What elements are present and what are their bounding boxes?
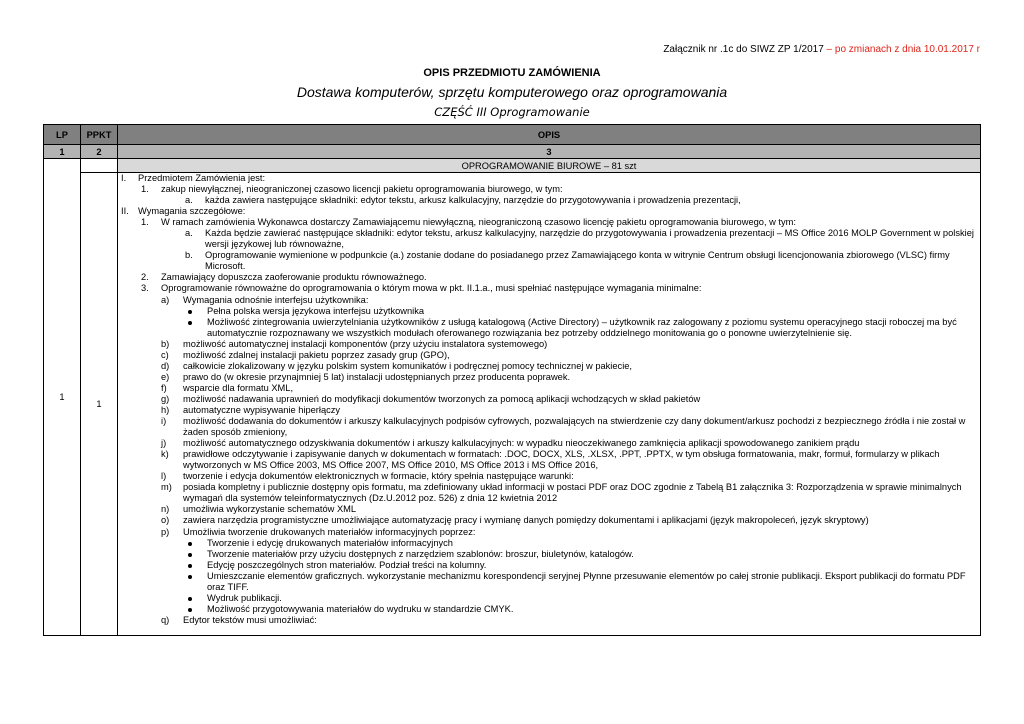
outline-item: [121, 416, 978, 438]
outline-item: [121, 184, 978, 195]
column-number-row: [44, 145, 981, 159]
bullet-icon: [188, 564, 192, 568]
column-header-lp: LP: [44, 125, 81, 145]
bullet-icon: [188, 608, 192, 612]
outline-item: [121, 173, 978, 184]
document-subtitle: Dostawa komputerów, sprzętu komputerowego oraz oprogramowania: [296, 84, 728, 100]
specification-table: [43, 124, 981, 636]
outline-text: Tworzenie i edycję drukowanych materiałów informacyjnych: [207, 537, 453, 548]
outline-marker: b): [161, 338, 170, 349]
column-number-3: 3: [118, 145, 981, 159]
outline-marker: 3.: [141, 283, 149, 294]
outline-item: [121, 272, 978, 283]
outline-text: możliwość automatycznego odzyskiwania dokumentów i arkuszy kalkulacyjnych: w wypadku nieoczekiwanego zamknięcia aplikacji spowodowanego zanikiem prądu: [183, 438, 860, 449]
outline-marker: 2.: [141, 272, 149, 283]
outline-item: [121, 615, 978, 626]
outline-text: całkowicie zlokalizowany w języku polskim system komunikatów i podręcznej pomocy technicznej w pakiecie,: [183, 360, 633, 371]
outline-marker: a.: [185, 228, 193, 239]
outline-item: [121, 217, 978, 228]
description-cell: [118, 173, 981, 636]
outline-text: prawidłowe odczytywanie i zapisywanie danych w dokumentach w formatach: .DOC, DOCX, XLS, .XLSX, .PPT, .PPTX, w tym obsługa formatowania, makr, formuł, formularzy w plikach wytworzonych w MS Office 2003, MS Office 2007, MS Office 2010, MS Office 2013 i MS Office 2016,: [183, 449, 940, 471]
outline-text: zawiera narzędzia programistyczne umożliwiające automatyzację pracy i wymianę danych pomiędzy dokumentami i aplikacjami (język makropoleceń, język skryptowy): [183, 515, 869, 526]
outline-text: Możliwość przygotowywania materiałów do wydruku w standardzie CMYK.: [207, 603, 514, 614]
outline-text: prawo do (w okresie przynajmniej 5 lat) instalacji udostępnianych przez producenta poprawek.: [183, 371, 571, 382]
outline-text: Umożliwia tworzenie drukowanych materiałów informacyjnych poprzez:: [183, 526, 476, 537]
outline-text: tworzenie i edycja dokumentów elektronicznych w formacie, który spełnia następujące warunki:: [183, 471, 574, 482]
outline-text: możliwość zdalnej instalacji pakietu poprzez zasady grup (GPO),: [183, 349, 450, 360]
outline-marker: j): [161, 438, 167, 449]
outline-item: [121, 482, 978, 504]
bullet-icon: [188, 575, 192, 579]
outline-item: [121, 549, 978, 560]
outline-text: Pełna polska wersja językowa interfejsu użytkownika: [207, 305, 425, 316]
outline-marker: a.: [185, 195, 193, 206]
outline-text: Wymagania odnośnie interfejsu użytkownika:: [183, 294, 369, 305]
outline-text: możliwość dodawania do dokumentów i arkuszy kalkulacyjnych podpisów cyfrowych, pozwalających na stwierdzenie czy dany dokument/arkusz pochodzi z bezpiecznego źródła i nie został w żaden sposób zmieniony,: [183, 416, 966, 438]
outline-text: Umieszczanie elementów graficznych. wykorzystanie mechanizmu korespondencji seryjnej Płynne przesuwanie elementów po całej stronie publikacji. Eksport publikacji do formatu PDF oraz TIFF.: [207, 570, 966, 592]
document-part: CZĘŚĆ III Oprogramowanie: [434, 105, 590, 119]
column-number-2: 2: [81, 145, 118, 159]
outline-item: [121, 350, 978, 361]
ppkt-cell: 1: [81, 173, 118, 636]
outline-item: [121, 515, 978, 526]
outline-item: [121, 339, 978, 350]
outline-text: każda zawiera następujące składniki: edytor tekstu, arkusz kalkulacyjny, narzędzie do przygotowywania i prowadzenia prezentacji,: [205, 195, 741, 206]
outline-item: [121, 206, 978, 217]
outline-text: Tworzenie materiałów przy użyciu dostępnych z narzędziem szablonów: broszur, biuletynów, katalogów.: [207, 548, 634, 559]
outline-marker: g): [161, 393, 170, 404]
outline-text: Oprogramowanie równoważne do oprogramowania o którym mowa w pkt. II.1.a., musi spełniać następujące wymagania minimalne:: [161, 283, 702, 294]
outline-item: [121, 228, 978, 250]
outline-text: Wydruk publikacji.: [207, 592, 282, 603]
outline-item: [121, 438, 978, 449]
outline-marker: d): [161, 360, 170, 371]
section-title: OPROGRAMOWANIE BIUROWE – 81 szt: [118, 159, 981, 173]
outline-item: [121, 361, 978, 372]
outline-marker: n): [161, 504, 170, 515]
outline-marker: II.: [121, 206, 129, 217]
outline-item: [121, 394, 978, 405]
ppkt-empty-cell: [81, 159, 118, 173]
outline-text: Edytor tekstów musi umożliwiać:: [183, 614, 317, 625]
outline-item: [121, 449, 978, 471]
section-row: [44, 159, 981, 173]
outline-text: zakup niewyłącznej, nieograniczonej czasowo licencji pakietu oprogramowania biurowego, w tym:: [161, 184, 563, 195]
outline-text: umożliwia wykorzystanie schematów XML: [183, 504, 357, 515]
outline-item: [121, 306, 978, 317]
outline-marker: 1.: [141, 184, 149, 195]
column-header-opis: OPIS: [118, 125, 981, 145]
outline-marker: e): [161, 371, 170, 382]
column-number-1: 1: [44, 145, 81, 159]
table-header-row: [44, 125, 981, 145]
outline-item: [121, 538, 978, 549]
column-header-ppkt: PPKT: [81, 125, 118, 145]
outline-marker: c): [161, 349, 169, 360]
outline-item: [121, 571, 978, 593]
lp-cell: 1: [44, 159, 81, 636]
outline-text: posiada kompletny i publicznie dostępny opis formatu, ma zdefiniowany układ informacji w postaci PDF oraz DOC zgodnie z Tabelą B1 załącznika 3: Rozporządzenia w sprawie minimalnych wymagań dla systemów teleinformatycznych (Dz.U.2012 poz. 526) z dnia 12 kwietnia 2012: [183, 482, 962, 504]
outline-item: [121, 504, 978, 515]
bullet-icon: [188, 553, 192, 557]
outline-item: [121, 471, 978, 482]
outline-item: [121, 283, 978, 294]
outline-item: [121, 593, 978, 604]
bullet-icon: [188, 542, 192, 546]
outline-item: [121, 383, 978, 394]
attachment-reference: [663, 44, 980, 55]
outline-text: Przedmiotem Zamówienia jest:: [138, 173, 266, 183]
outline-item: [121, 560, 978, 571]
outline-text: Możliwość zintegrowania uwierzytelniania użytkowników z usługą katalogową (Active Directory) – użytkownik raz zalogowany z poziomu systemu operacyjnego stacji roboczej ma być automatycznie rozpoznawany we wszystkich modułach oferowanego rozwiązania bez potrzeby oddzielnego monitowania go o ponowne uwierzytelnienie się.: [207, 316, 957, 338]
outline-item: [121, 372, 978, 383]
outline-marker: b.: [185, 250, 193, 261]
outline-item: [121, 195, 978, 206]
outline-marker: m): [161, 482, 172, 493]
outline-text: Oprogramowanie wymienione w podpunkcie (a.) zostanie dodane do posiadanego przez Zamawiającego konta w witrynie Centrum obsługi licencjonowania zbiorowego (VLSC) firmy Microsoft.: [205, 250, 950, 272]
outline-text: możliwość automatycznej instalacji komponentów (przy użyciu instalatora systemowego): [183, 338, 548, 349]
content-row: [44, 173, 981, 636]
outline-marker: q): [161, 614, 170, 625]
outline-marker: i): [161, 416, 167, 427]
outline-marker: k): [161, 449, 169, 460]
document-title: OPIS PRZEDMIOTU ZAMÓWIENIA: [423, 67, 601, 79]
outline-marker: l): [161, 471, 167, 482]
outline-marker: o): [161, 515, 170, 526]
outline-text: wsparcie dla formatu XML,: [183, 382, 294, 393]
bullet-icon: [188, 310, 192, 314]
outline-text: automatyczne wypisywanie hiperłączy: [183, 404, 341, 415]
description-content: [118, 173, 980, 635]
outline-item: [121, 604, 978, 615]
outline-marker: p): [161, 526, 170, 537]
outline-marker: h): [161, 404, 170, 415]
attachment-change-note: – po zmianach z dnia 10.01.2017 r: [823, 44, 980, 55]
outline-text: W ramach zamówienia Wykonawca dostarczy Zamawiającemu niewyłączną, nieograniczoną czasowo licencję pakietu oprogramowania biurowego, w tym:: [161, 217, 796, 228]
outline-item: [121, 295, 978, 306]
outline-text: Zamawiający dopuszcza zaoferowanie produktu równoważnego.: [161, 272, 427, 283]
outline-text: Wymagania szczegółowe:: [138, 206, 246, 217]
outline-text: możliwość nadawania uprawnień do modyfikacji dokumentów tworzonych za pomocą aplikacji wchodzących w skład pakietów: [183, 393, 701, 404]
bullet-icon: [188, 321, 192, 325]
outline-text: Każda będzie zawierać następujące składniki: edytor tekstu, arkusz kalkulacyjny, narzędzie do przygotowywania i prowadzenia prezentacji – MS Office 2016 MOLP Government w polskiej wersji językowej lub równoważne,: [205, 228, 974, 250]
attachment-text: Załącznik nr .1c do SIWZ ZP 1/2017: [663, 44, 824, 55]
outline-marker: a): [161, 294, 170, 305]
outline-marker: 1.: [141, 217, 149, 228]
outline-item: [121, 250, 978, 272]
outline-text: Edycję poszczególnych stron materiałów. Podział treści na kolumny.: [207, 559, 487, 570]
outline-item: [121, 317, 978, 339]
outline-marker: I.: [121, 173, 127, 183]
outline-item: [121, 527, 978, 538]
outline-item: [121, 405, 978, 416]
bullet-icon: [188, 597, 192, 601]
outline-marker: f): [161, 382, 167, 393]
